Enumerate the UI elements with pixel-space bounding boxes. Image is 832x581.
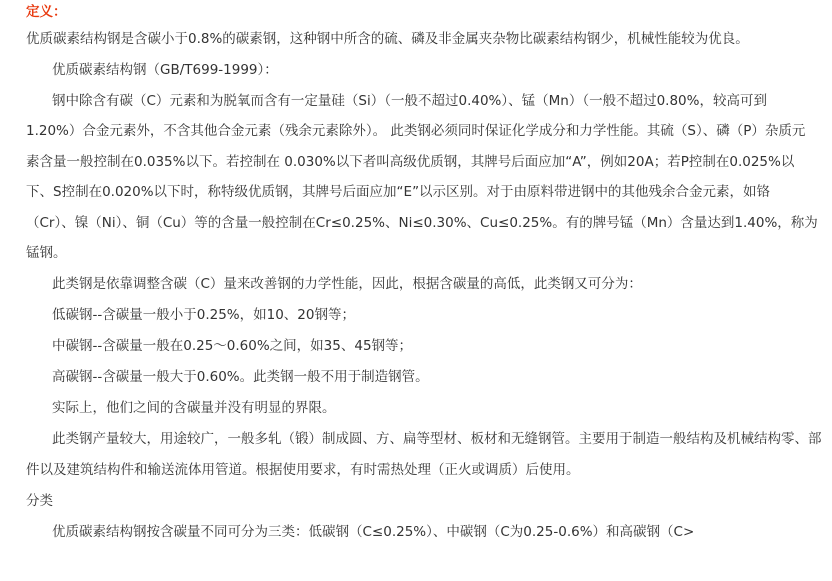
- paragraph-line: 件以及建筑结构件和输送流体用管道。根据使用要求，有时需热处理（正火或调质）后使用。: [26, 462, 580, 478]
- paragraph-line: 优质碳素结构钢按含碳量不同可分为三类：低碳钢（C≤0.25%）、中碳钢（C为0.25-0.6%）和高碳钢（C>: [52, 524, 695, 540]
- list-item: 中碳钢--含碳量一般在0.25～0.60%之间，如35、45钢等；: [52, 338, 413, 354]
- paragraph-line: 锰钢。: [26, 245, 67, 261]
- section-heading-classification: 分类: [26, 493, 53, 509]
- paragraph-line: 此类钢产量较大，用途较广，一般多轧（锻）制成圆、方、扁等型材、板材和无缝钢管。主要用于制造一般结构及机械结构零、部: [52, 431, 822, 447]
- paragraph-line: 1.20%）合金元素外，不含其他合金元素（残余元素除外）。 此类钢必须同时保证化学成分和力学性能。其硫（S）、磷（P）杂质元: [26, 123, 806, 139]
- list-item: 低碳钢--含碳量一般小于0.25%，如10、20钢等；: [52, 307, 355, 323]
- definition-heading: 定义：: [26, 4, 67, 20]
- paragraph-line: 优质碳素结构钢是含碳小于0.8%的碳素钢，这种钢中所含的硫、磷及非金属夹杂物比碳素结构钢少，机械性能较为优良。: [26, 31, 749, 47]
- list-item: 高碳钢--含碳量一般大于0.60%。此类钢一般不用于制造钢管。: [52, 369, 429, 385]
- paragraph-line: 素含量一般控制在0.035%以下。若控制在 0.030%以下者叫高级优质钢，其牌号后面应加“A”，例如20A；若P控制在0.025%以: [26, 154, 795, 170]
- paragraph-line: 钢中除含有碳（C）元素和为脱氧而含有一定量硅（Si）（一般不超过0.40%）、锰（Mn）（一般不超过0.80%，较高可到: [52, 93, 767, 109]
- paragraph-line: （Cr）、镍（Ni）、铜（Cu）等的含量一般控制在Cr≤0.25%、Ni≤0.30%、Cu≤0.25%。有的牌号锰（Mn）含量达到1.40%，称为: [26, 215, 818, 231]
- paragraph-line: 此类钢是依靠调整含碳（C）量来改善钢的力学性能，因此，根据含碳量的高低，此类钢又可分为：: [52, 276, 642, 292]
- paragraph-line: 实际上，他们之间的含碳量并没有明显的界限。: [52, 400, 336, 416]
- standard-title: 优质碳素结构钢（GB/T699-1999）：: [52, 62, 278, 78]
- paragraph-line: 下、S控制在0.020%以下时，称特级优质钢，其牌号后面应加“E”以示区别。对于由原料带进钢中的其他残余合金元素，如铬: [26, 184, 771, 200]
